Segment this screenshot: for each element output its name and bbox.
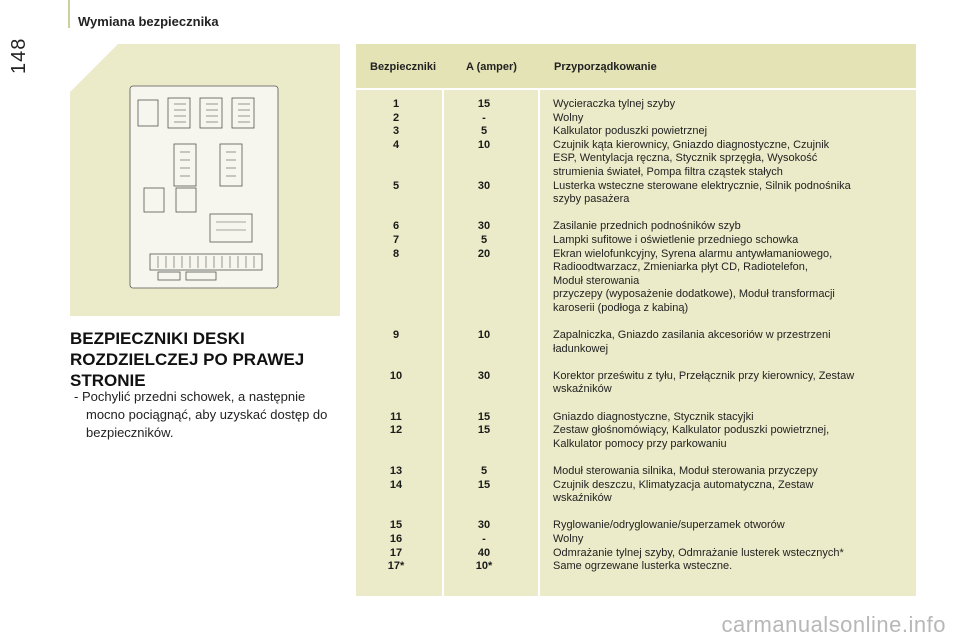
assignment-line: Wycieraczka tylnej szyby <box>553 98 676 110</box>
fuse-number: 8 <box>392 247 400 260</box>
fuse-assignment <box>532 112 892 126</box>
fuse-number: 6 <box>392 220 400 233</box>
fuse-amperage: - <box>482 111 486 124</box>
fuse-assignment <box>532 98 892 112</box>
fuse-assignment <box>532 125 892 139</box>
fuse-amperage: 10 <box>477 138 491 151</box>
fuse-amperage: 15 <box>477 424 491 437</box>
table-row <box>356 98 916 112</box>
assignment-line: Same ogrzewane lusterka wsteczne. <box>553 560 733 573</box>
table-row <box>356 234 916 248</box>
assignment-line: Lampki sufitowe i oświetlenie przedniego schowka <box>553 233 799 246</box>
table-row <box>356 424 916 451</box>
table-row <box>356 139 916 180</box>
table-row <box>356 519 916 533</box>
fuse-amperage: 10 <box>477 329 491 342</box>
fuse-assignment <box>532 220 892 234</box>
fuse-assignment <box>532 370 892 397</box>
table-row <box>356 370 916 397</box>
fuse-amperage: - <box>482 533 486 545</box>
table-row <box>356 479 916 506</box>
fuse-assignment <box>532 547 892 561</box>
fuse-table-body <box>356 98 916 574</box>
header-separator <box>356 88 916 90</box>
assignment-line: Lusterka wsteczne sterowane elektrycznie, Silnik podnośnika <box>553 179 851 192</box>
table-row <box>356 547 916 561</box>
fuse-number: 11 <box>390 410 402 423</box>
fuse-assignment <box>532 180 892 207</box>
table-row <box>356 411 916 425</box>
assignment-line: ESP, Wentylacja ręczna, Stycznik sprzęgła, Wysokość <box>553 152 818 165</box>
fuse-amperage: 5 <box>480 125 488 138</box>
assignment-line: Ekran wielofunkcyjny, Syrena alarmu antywłamaniowego, <box>553 247 833 260</box>
assignment-line: Moduł sterowania <box>553 274 640 287</box>
fuse-amperage: 30 <box>477 179 491 192</box>
header-amp: A (amper) <box>466 61 517 73</box>
assignment-line: Czujnik deszczu, Klimatyzacja automatyczna, Zestaw <box>553 478 814 491</box>
fuse-amperage: 30 <box>477 220 491 233</box>
instruction-text: - Pochylić przedni schowek, a następnie mocno pociągnąć, aby uzyskać dostęp do bezpieczników. <box>74 389 328 440</box>
assignment-line: Zapalniczka, Gniazdo zasilania akcesoriów w przestrzeni <box>553 329 831 342</box>
table-row <box>356 220 916 234</box>
fuse-assignment <box>532 234 892 248</box>
page-number: 148 <box>8 37 30 74</box>
fuse-amperage: 30 <box>477 369 491 382</box>
fuse-number: 3 <box>392 125 400 138</box>
fuse-assignment <box>532 533 892 547</box>
fuse-number: 14 <box>389 478 403 491</box>
fusebox-diagram <box>128 84 280 290</box>
table-row <box>356 112 916 126</box>
fuse-number: 4 <box>392 138 400 151</box>
fuse-amperage: 5 <box>480 233 488 246</box>
assignment-line: Ryglowanie/odryglowanie/superzamek otworów <box>553 519 785 532</box>
assignment-line: karoserii (podłoga z kabiną) <box>553 301 689 314</box>
fuse-number: 10 <box>389 369 403 382</box>
table-row <box>356 465 916 479</box>
fuse-number: 9 <box>392 329 400 342</box>
assignment-line: Korektor prześwitu z tyłu, Przełącznik przy kierownicy, Zestaw <box>553 369 855 382</box>
fuse-amperage: 20 <box>477 247 491 260</box>
assignment-line: Zasilanie przednich podnośników szyb <box>553 220 741 233</box>
fuse-amperage: 40 <box>477 546 491 559</box>
fuse-amperage: 15 <box>477 98 491 110</box>
fuse-assignment <box>532 139 892 180</box>
assignment-line: Wolny <box>553 533 584 545</box>
page-title: BEZPIECZNIKI DESKI ROZDZIELCZEJ PO PRAWEJ STRONIE <box>70 329 305 390</box>
fuse-number: 15 <box>389 519 403 532</box>
assignment-line: wskaźników <box>553 383 612 396</box>
side-rule <box>68 0 70 28</box>
fuse-amperage: 30 <box>477 519 491 532</box>
watermark: carmanualsonline.info <box>721 612 946 637</box>
assignment-line: Zestaw głośnomówiący, Kalkulator poduszki powietrznej, <box>553 424 830 437</box>
assignment-line: Moduł sterowania silnika, Moduł sterowania przyczepy <box>553 465 818 478</box>
fuse-assignment <box>532 424 892 451</box>
fuse-number: 2 <box>392 111 400 124</box>
fuse-assignment <box>532 560 892 574</box>
table-row <box>356 560 916 574</box>
assignment-line: szyby pasażera <box>553 193 630 206</box>
fuse-number: 5 <box>392 179 400 192</box>
fuse-number: 13 <box>389 465 403 478</box>
fuse-assignment <box>532 248 892 316</box>
fuse-number: 12 <box>389 424 403 437</box>
table-row <box>356 180 916 207</box>
assignment-line: przyczepy (wyposażenie dodatkowe), Moduł transformacji <box>553 288 835 301</box>
fuse-number: 1 <box>392 98 400 110</box>
assignment-line: Odmrażanie tylnej szyby, Odmrażanie lusterek wstecznych* <box>553 546 844 559</box>
assignment-line: Radioodtwarzacz, Zmieniarka płyt CD, Radiotelefon, <box>553 261 808 274</box>
table-row <box>356 533 916 547</box>
table-row <box>356 248 916 316</box>
assignment-line: Czujnik kąta kierownicy, Gniazdo diagnostyczne, Czujnik <box>553 138 830 151</box>
assignment-line: Kalkulator poduszki powietrznej <box>553 125 708 138</box>
fuse-number: 7 <box>392 233 400 246</box>
assignment-line: Gniazdo diagnostyczne, Stycznik stacyjki <box>553 410 754 423</box>
assignment-line: ładunkowej <box>553 342 609 355</box>
assignment-line: strumienia świateł, Pompa filtra cząstek stałych <box>553 165 783 178</box>
fuse-amperage: 10* <box>475 560 493 573</box>
table-row <box>356 125 916 139</box>
fuse-number: 16 <box>389 533 403 545</box>
fuse-number: 17* <box>387 560 405 573</box>
header-assignment: Przyporządkowanie <box>554 61 657 73</box>
assignment-line: Wolny <box>553 111 584 124</box>
fuse-amperage: 15 <box>477 410 491 423</box>
fuse-assignment <box>532 479 892 506</box>
fuse-assignment <box>532 411 892 425</box>
assignment-line: Kalkulator pomocy przy parkowaniu <box>553 437 727 450</box>
fuse-assignment <box>532 519 892 533</box>
assignment-line: wskaźników <box>553 492 612 505</box>
fuse-amperage: 15 <box>477 478 491 491</box>
table-row <box>356 329 916 356</box>
fuse-assignment <box>532 465 892 479</box>
section-header: Wymiana bezpiecznika <box>78 14 219 29</box>
fuse-assignment <box>532 329 892 356</box>
header-fuse: Bezpieczniki <box>370 61 437 73</box>
fuse-amperage: 5 <box>480 465 488 478</box>
fuse-number: 17 <box>389 546 403 559</box>
